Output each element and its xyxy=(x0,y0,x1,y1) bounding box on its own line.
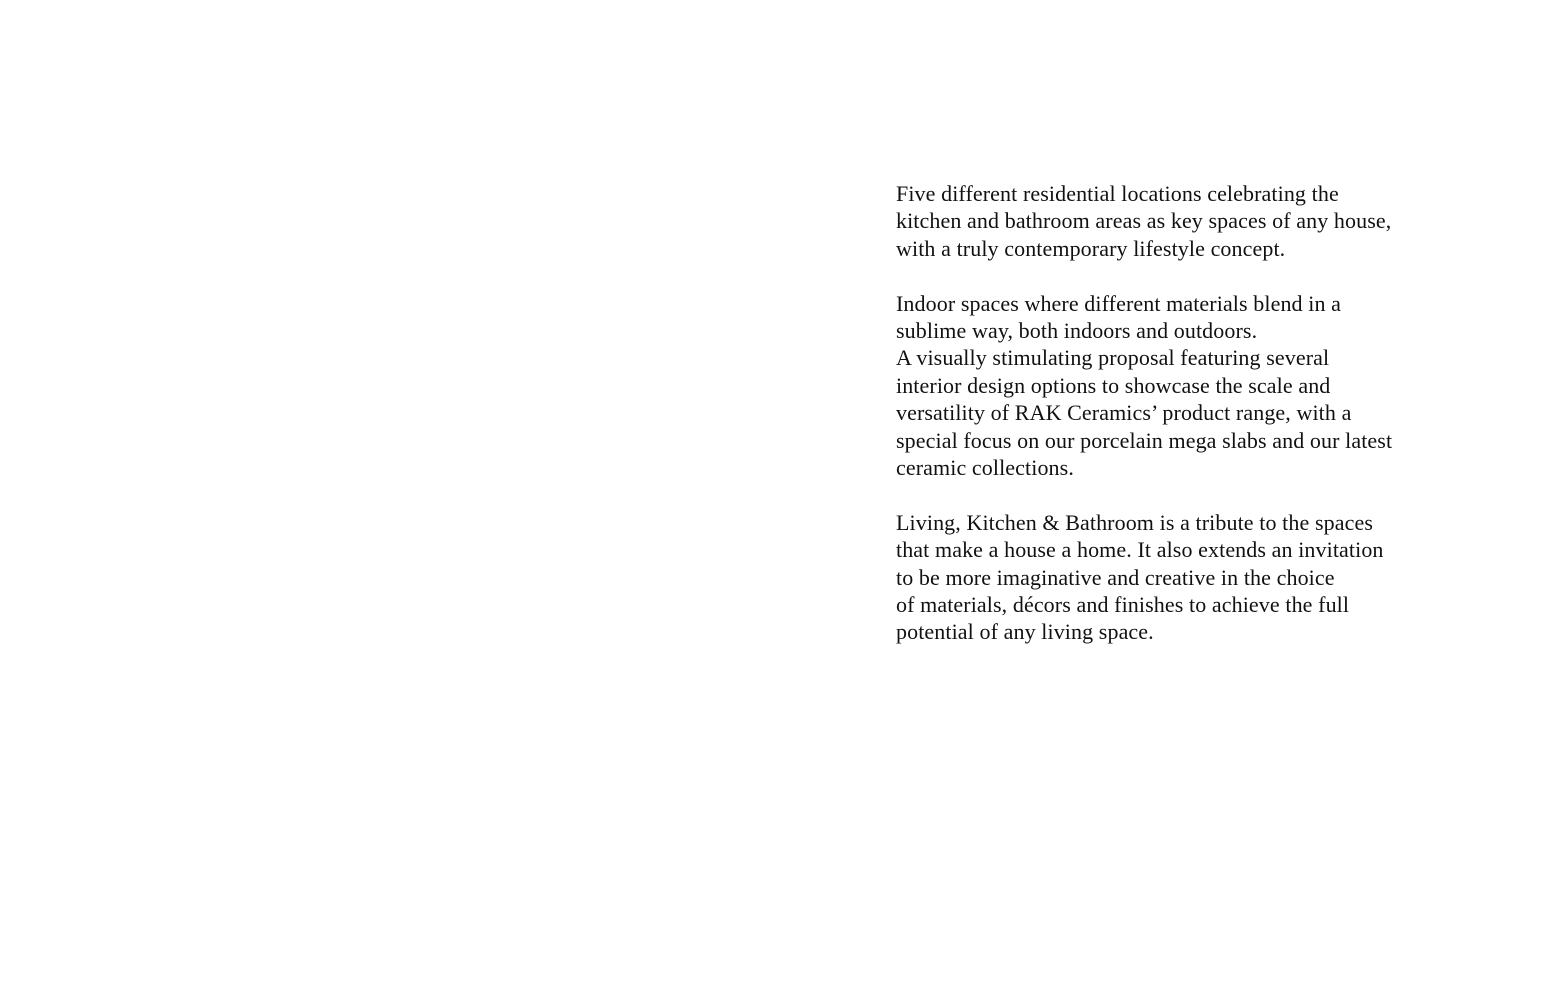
text-line: that make a house a home. It also extends an invitation xyxy=(896,537,1384,563)
paragraph-indoor-spaces xyxy=(896,290,1496,482)
text-line: potential of any living space. xyxy=(896,619,1154,645)
text-line: Indoor spaces where different materials blend in a xyxy=(896,290,1342,316)
text-line: A visually stimulating proposal featuring several xyxy=(896,345,1330,371)
text-line: to be more imaginative and creative in the choice xyxy=(896,564,1335,590)
text-line: interior design options to showcase the scale and xyxy=(896,372,1331,398)
body-text-column xyxy=(896,180,1496,673)
text-line: ceramic collections. xyxy=(896,455,1074,481)
paragraph-living-kitchen-bathroom xyxy=(896,509,1496,646)
text-line: Living, Kitchen & Bathroom is a tribute to the spaces xyxy=(896,509,1373,535)
paragraph-residential-locations xyxy=(896,180,1496,262)
text-line: of materials, décors and finishes to achieve the full xyxy=(896,592,1350,618)
text-line: versatility of RAK Ceramics’ product range, with a xyxy=(896,400,1352,426)
text-line: Five different residential locations celebrating the xyxy=(896,181,1339,206)
text-line: kitchen and bathroom areas as key spaces of any house, xyxy=(896,208,1392,234)
text-line: with a truly contemporary lifestyle concept. xyxy=(896,235,1286,261)
text-line: special focus on our porcelain mega slabs and our latest xyxy=(896,427,1393,453)
text-line: sublime way, both indoors and outdoors. xyxy=(896,318,1258,344)
